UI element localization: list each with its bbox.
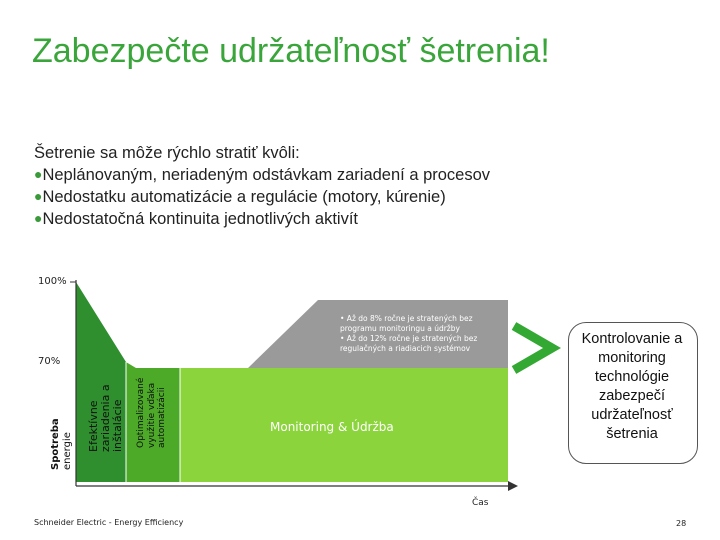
- y-label-70: 70%: [38, 356, 61, 367]
- y-axis-title: [50, 418, 74, 470]
- loss-note: • Až do 12% ročne je stratených bez regulačných a riadiacich systémov: [340, 334, 478, 353]
- bullet-text: Nedostatočná kontinuita jednotlivých aktivít: [42, 210, 358, 228]
- y-axis-title-line: Spotreba: [50, 418, 61, 470]
- footer-text: Schneider Electric - Energy Efficiency: [34, 518, 184, 527]
- bullet-icon: ●: [34, 210, 43, 226]
- bullet-text: Neplánovaným, neriadeným odstávkam zariadení a procesov: [42, 166, 491, 184]
- chevron-right-icon: [514, 326, 552, 370]
- band-label-line: využitie vďaka: [146, 382, 157, 448]
- efficient-equipment-band: [76, 282, 126, 482]
- band-label-line: zariadenia a: [99, 384, 112, 452]
- intro-line: Šetrenie sa môže rýchlo stratiť kvôli:: [34, 144, 300, 162]
- y-axis-title-line: energie: [62, 432, 73, 470]
- slide-title: Zabezpečte udržateľnosť šetrenia!: [32, 32, 550, 70]
- x-axis-label: Čas: [472, 498, 489, 508]
- x-axis-arrow-icon: [508, 481, 518, 491]
- bullet-icon: ●: [34, 188, 43, 204]
- callout-text: Kontrolovanie a monitoring technológie zabezpečí udržateľnosť šetrenia: [581, 331, 683, 442]
- band-label-line: Efektívne: [87, 400, 100, 452]
- efficient-equipment-label: [88, 384, 124, 452]
- page-number: 28: [676, 519, 687, 528]
- monitoring-label: Monitoring & Údržba: [270, 420, 394, 434]
- automation-label: [136, 378, 168, 448]
- band-label-line: inštalácie: [111, 399, 124, 452]
- band-label-line: automatizácii: [157, 387, 167, 448]
- band-label-line: Optimalizované: [136, 377, 146, 448]
- bullet-text: Nedostatku automatizácie a regulácie (motory, kúrenie): [42, 188, 446, 206]
- y-label-100: 100%: [38, 276, 67, 287]
- loss-note: • Až do 8% ročne je stratených bez programu monitoringu a údržby: [340, 314, 473, 333]
- bullet-icon: ●: [34, 166, 43, 182]
- loss-notes: [340, 314, 505, 354]
